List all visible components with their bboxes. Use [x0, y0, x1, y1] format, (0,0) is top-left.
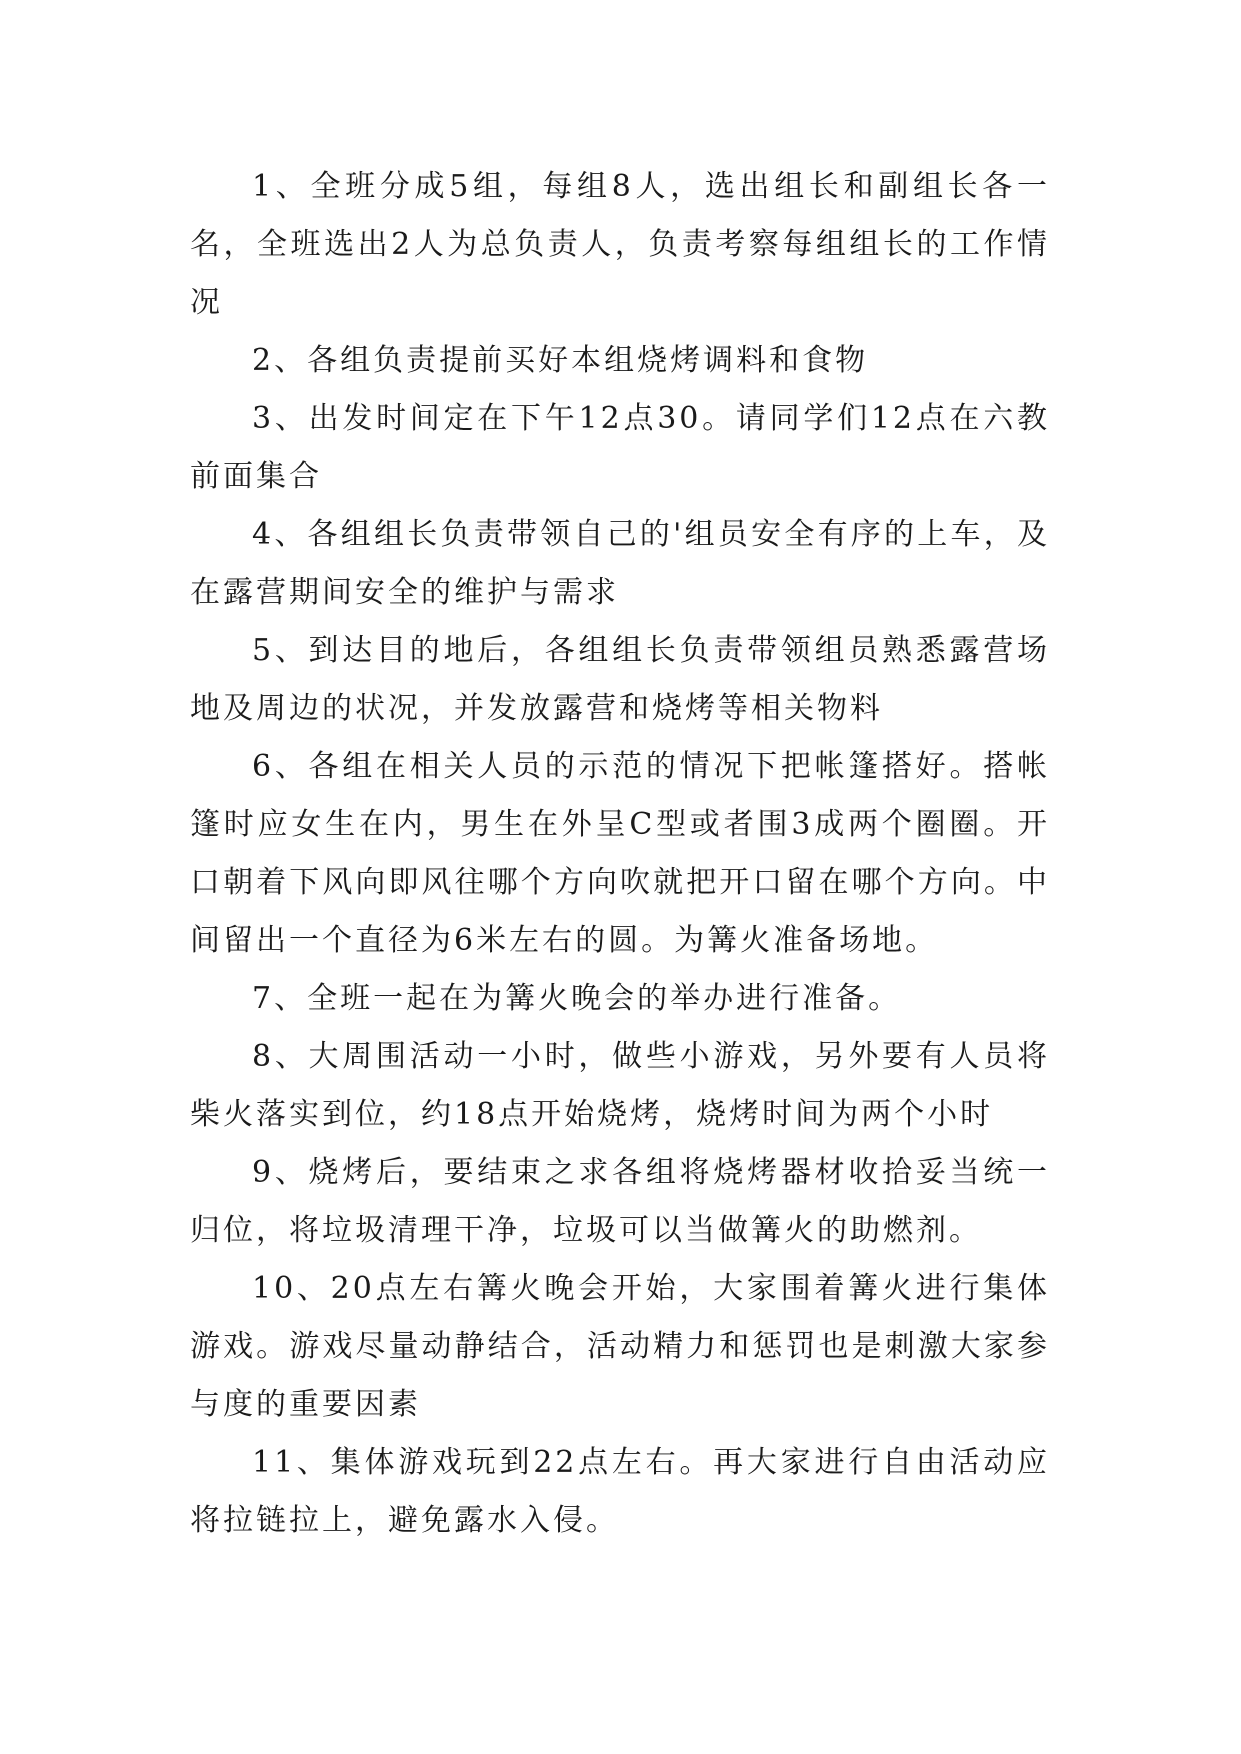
paragraph-2: 2、各组负责提前买好本组烧烤调料和食物: [252, 343, 869, 378]
paragraph-6: 6、各组在相关人员的示范的情况下把帐篷搭好。搭帐篷时应女生在内，男生在外呈C型或者围3成两个圈圈。开口朝着下风向即风往哪个方向吹就把开口留在哪个方向。中间留出一个直径为6米左右的圆。为篝火准备场地。: [190, 749, 1050, 958]
paragraph-4: 4、各组组长负责带领自己的'组员安全有序的上车，及在露营期间安全的维护与需求: [190, 517, 1050, 610]
paragraph-10: 10、20点左右篝火晚会开始，大家围着篝火进行集体游戏。游戏尽量动静结合，活动精力和惩罚也是刺激大家参与度的重要因素: [190, 1271, 1050, 1422]
paragraph-11: 11、集体游戏玩到22点左右。再大家进行自由活动应将拉链拉上，避免露水入侵。: [190, 1445, 1050, 1538]
paragraph-5: 5、到达目的地后，各组组长负责带领组员熟悉露营场地及周边的状况，并发放露营和烧烤等相关物料: [190, 633, 1050, 726]
paragraph-3: 3、出发时间定在下午12点30。请同学们12点在六教前面集合: [190, 401, 1050, 494]
paragraph-1: 1、全班分成5组，每组8人，选出组长和副组长各一名，全班选出2人为总负责人，负责考察每组组长的工作情况: [190, 169, 1050, 320]
paragraph-8: 8、大周围活动一小时，做些小游戏，另外要有人员将柴火落实到位，约18点开始烧烤，烧烤时间为两个小时: [190, 1039, 1050, 1132]
document-body: [190, 158, 1050, 1550]
paragraph-7: 7、全班一起在为篝火晚会的举办进行准备。: [252, 981, 902, 1016]
paragraph-9: 9、烧烤后，要结束之求各组将烧烤器材收拾妥当统一归位，将垃圾清理干净，垃圾可以当做篝火的助燃剂。: [190, 1155, 1050, 1248]
